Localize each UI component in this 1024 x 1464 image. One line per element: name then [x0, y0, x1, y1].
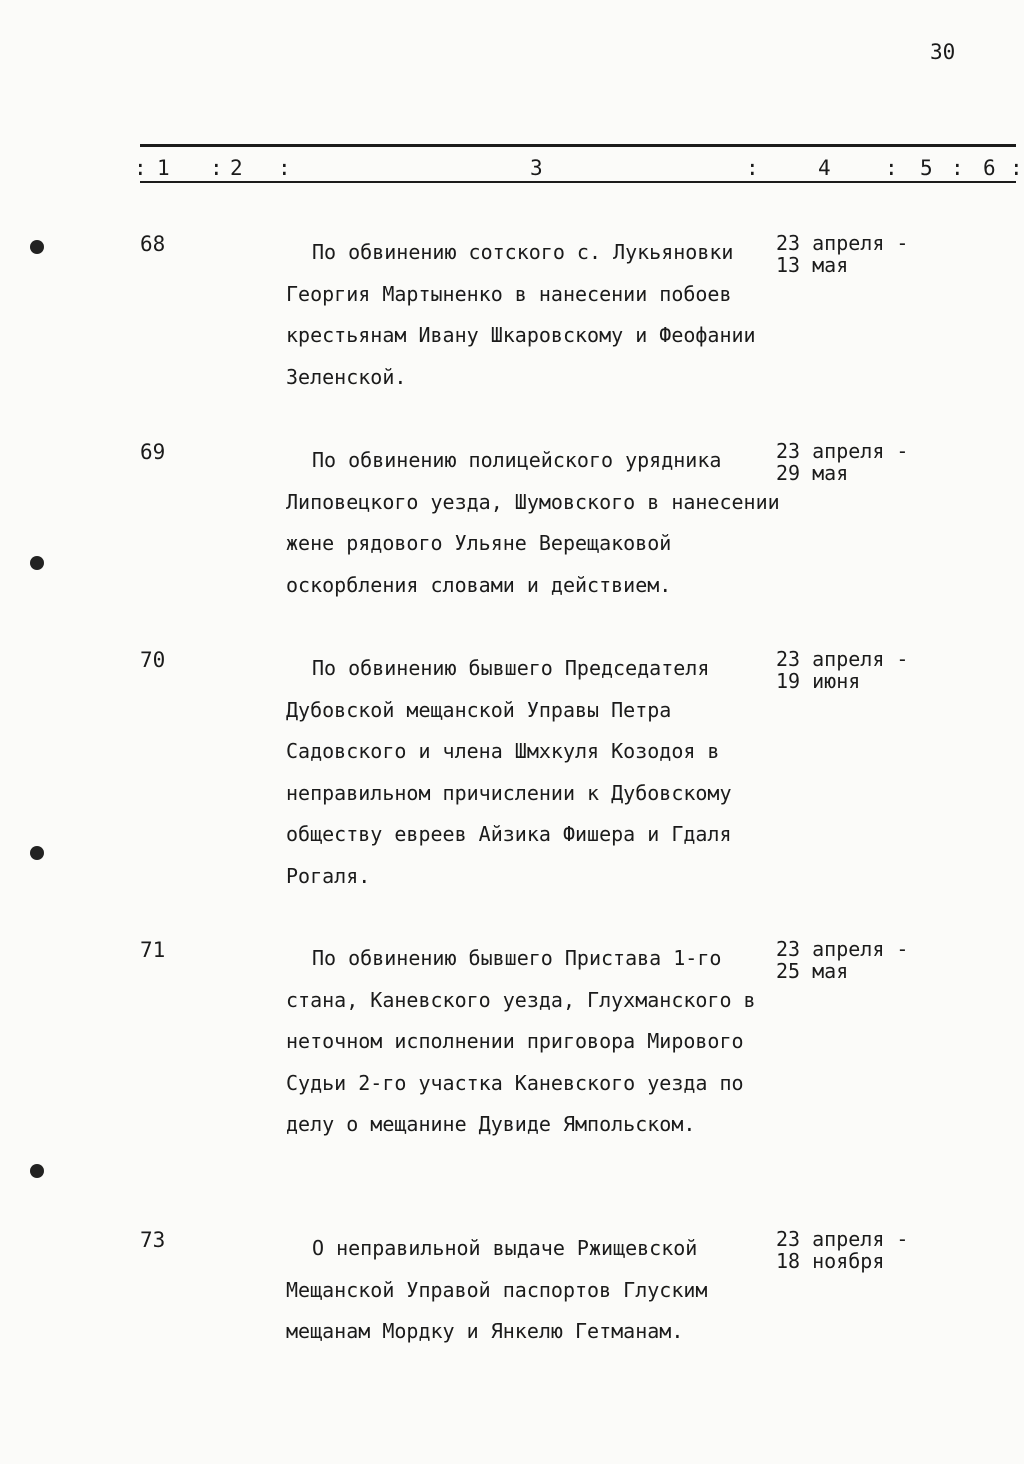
entry-text: По обвинению бывшего Пристава 1-го стана, Каневского уезда, Глухманского в неточном исполнении приговора Мирового Судьи 2-го участка Каневского уезда по делу о мещанине Дувиде Ямпольском.	[286, 946, 756, 1136]
punch-hole	[30, 240, 44, 254]
date-start: 23 апреля -	[776, 1227, 909, 1251]
column-header-4: 4	[818, 156, 831, 180]
column-header-2: 2	[230, 156, 243, 180]
date-start: 23 апреля -	[776, 937, 909, 961]
entry-text: По обвинению полицейского урядника Липовецкого уезда, Шумовского в нанесении жене рядового Ульяне Верещаковой оскорбления словами и действием.	[286, 448, 780, 597]
column-separator: :	[885, 156, 898, 180]
column-header-1: 1	[157, 156, 170, 180]
entry-dates	[776, 648, 1006, 692]
entry-number: 70	[140, 648, 166, 672]
entry-dates	[776, 938, 1006, 982]
date-end: 29 мая	[776, 461, 849, 485]
column-separator: :	[134, 156, 147, 180]
date-start: 23 апреля -	[776, 231, 909, 255]
column-header-5: 5	[920, 156, 933, 180]
date-start: 23 апреля -	[776, 439, 909, 463]
column-separator: :	[746, 156, 759, 180]
entry-number: 68	[140, 232, 166, 256]
date-start: 23 апреля -	[776, 647, 909, 671]
punch-hole	[30, 846, 44, 860]
page-number: 30	[930, 40, 956, 64]
date-end: 13 мая	[776, 253, 849, 277]
column-separator: :	[278, 156, 291, 180]
column-header-3: 3	[530, 156, 543, 180]
entry-dates	[776, 1228, 1006, 1272]
entry-number: 69	[140, 440, 166, 464]
column-header-6: 6	[983, 156, 996, 180]
column-separator: :	[1010, 156, 1023, 180]
entry-text: По обвинению бывшего Председателя Дубовской мещанской Управы Петра Садовского и члена Шмхкуля Козодоя в неправильном причислении к Дубовскому обществу евреев Айзика Фишера и Гдаля Рогаля.	[286, 656, 732, 888]
date-end: 19 июня	[776, 669, 861, 693]
entry-dates	[776, 440, 1006, 484]
date-end: 18 ноября	[776, 1249, 885, 1273]
column-separator: :	[210, 156, 223, 180]
punch-hole	[30, 1164, 44, 1178]
table-header-rule	[140, 181, 1016, 183]
table-top-rule	[140, 144, 1016, 147]
entry-text: По обвинению сотского с. Лукьяновки Георгия Мартыненко в нанесении побоев крестьянам Ивану Шкаровскому и Феофании Зеленской.	[286, 240, 756, 389]
entry-dates	[776, 232, 1006, 276]
date-end: 25 мая	[776, 959, 849, 983]
entry-number: 71	[140, 938, 166, 962]
punch-hole	[30, 556, 44, 570]
entry-number: 73	[140, 1228, 166, 1252]
entry-text: О неправильной выдаче Ржищевской Мещанской Управой паспортов Глуским мещанам Мордку и Янкелю Гетманам.	[286, 1236, 708, 1343]
column-separator: :	[951, 156, 964, 180]
